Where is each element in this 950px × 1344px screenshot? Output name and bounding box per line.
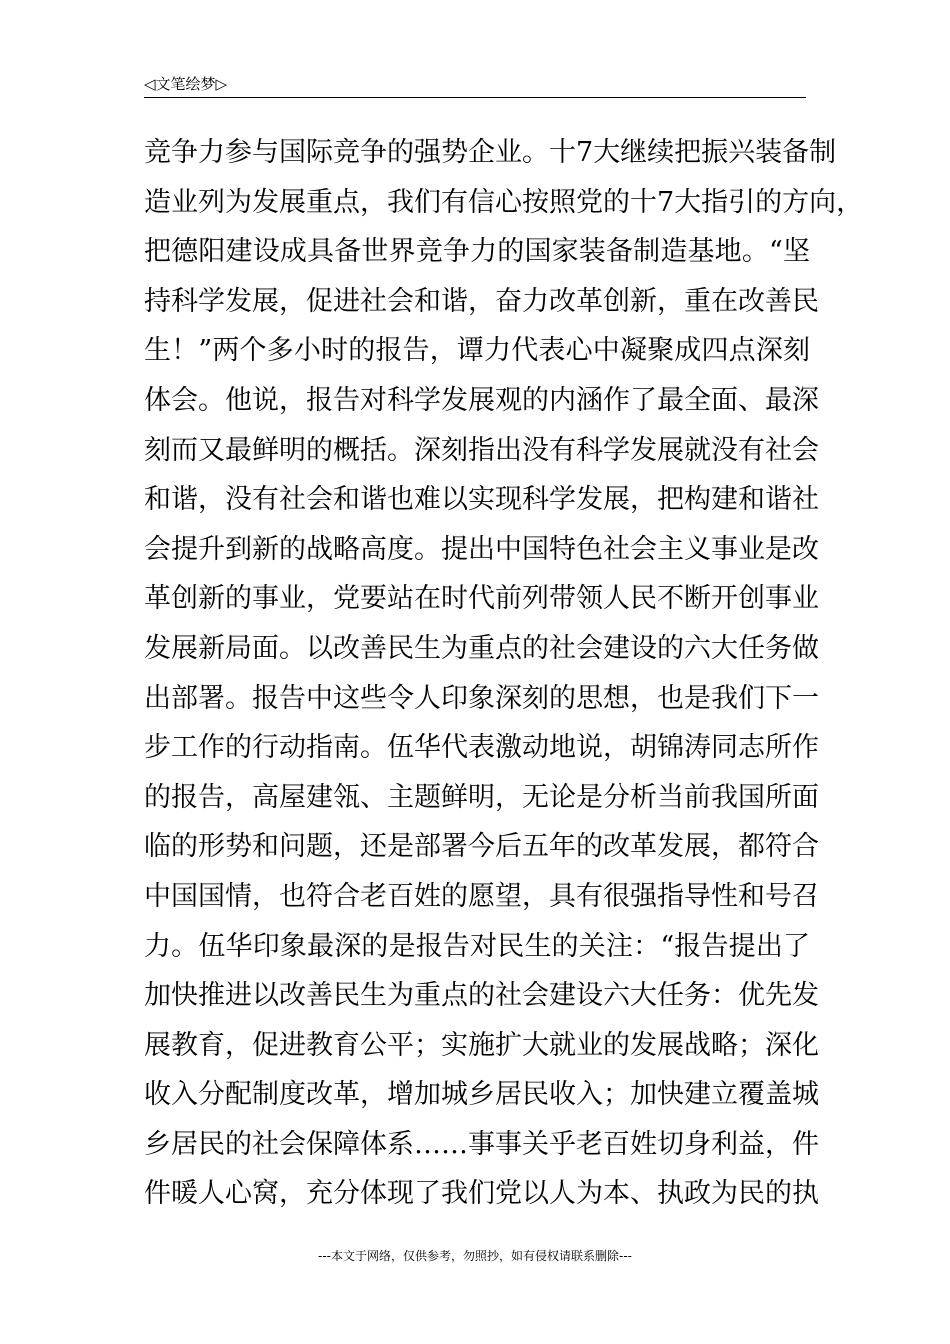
text-line: 刻而又最鲜明的概括。深刻指出没有科学发展就没有社会: [144, 434, 819, 466]
text-line: 的报告，高屋建瓴、主题鲜明，无论是分析当前我国所面: [144, 781, 819, 813]
text-line: 革创新的事业，党要站在时代前列带领人民不断开创事业: [144, 583, 819, 615]
text-line: 加快推进以改善民生为重点的社会建设六大任务：优先发: [144, 980, 819, 1012]
text-line: 临的形势和问题，还是部署今后五年的改革发展，都符合: [144, 831, 819, 863]
page-header: [144, 74, 806, 98]
text-line: 体会。他说，报告对科学发展观的内涵作了最全面、最深: [144, 384, 819, 416]
text-line: 收入分配制度改革，增加城乡居民收入；加快建立覆盖城: [144, 1079, 819, 1111]
text-line: 竞争力参与国际竞争的强势企业。十7大继续把振兴装备制: [144, 137, 837, 168]
text-line: 把德阳建设成具备世界竞争力的国家装备制造基地。“坚: [144, 236, 810, 268]
text-line: 乡居民的社会保障体系……事事关乎老百姓切身利益，件: [144, 1128, 819, 1160]
header-label: ◁文笔绘梦▷: [144, 75, 228, 93]
text-line: 中国国情，也符合老百姓的愿望，具有很强指导性和号召: [144, 880, 819, 912]
text-line: 造业列为发展重点，我们有信心按照党的十7大指引的方向，: [144, 186, 864, 218]
page-footer: ---本文于网络，仅供参考，勿照抄，如有侵权请联系删除---: [318, 1249, 632, 1263]
text-line: 持科学发展，促进社会和谐，奋力改革创新，重在改善民: [144, 285, 819, 317]
text-line: 力。伍华印象最深的是报告对民生的关注：“报告提出了: [144, 930, 810, 962]
text-line: 件暖人心窝，充分体现了我们党以人为本、执政为民的执: [144, 1178, 819, 1210]
text-line: 生！”两个多小时的报告，谭力代表心中凝聚成四点深刻: [144, 335, 810, 367]
text-line: 步工作的行动指南。伍华代表激动地说，胡锦涛同志所作: [144, 732, 819, 764]
text-line: 出部署。报告中这些令人印象深刻的思想，也是我们下一: [144, 682, 819, 714]
header-divider: [144, 97, 806, 98]
text-line: 会提升到新的战略高度。提出中国特色社会主义事业是改: [144, 533, 819, 565]
text-line: 和谐，没有社会和谐也难以实现科学发展，把构建和谐社: [144, 484, 819, 516]
text-line: 展教育，促进教育公平；实施扩大就业的发展战略；深化: [144, 1029, 819, 1061]
text-line: 发展新局面。以改善民生为重点的社会建设的六大任务做: [144, 632, 819, 664]
body-text: [144, 128, 864, 1219]
